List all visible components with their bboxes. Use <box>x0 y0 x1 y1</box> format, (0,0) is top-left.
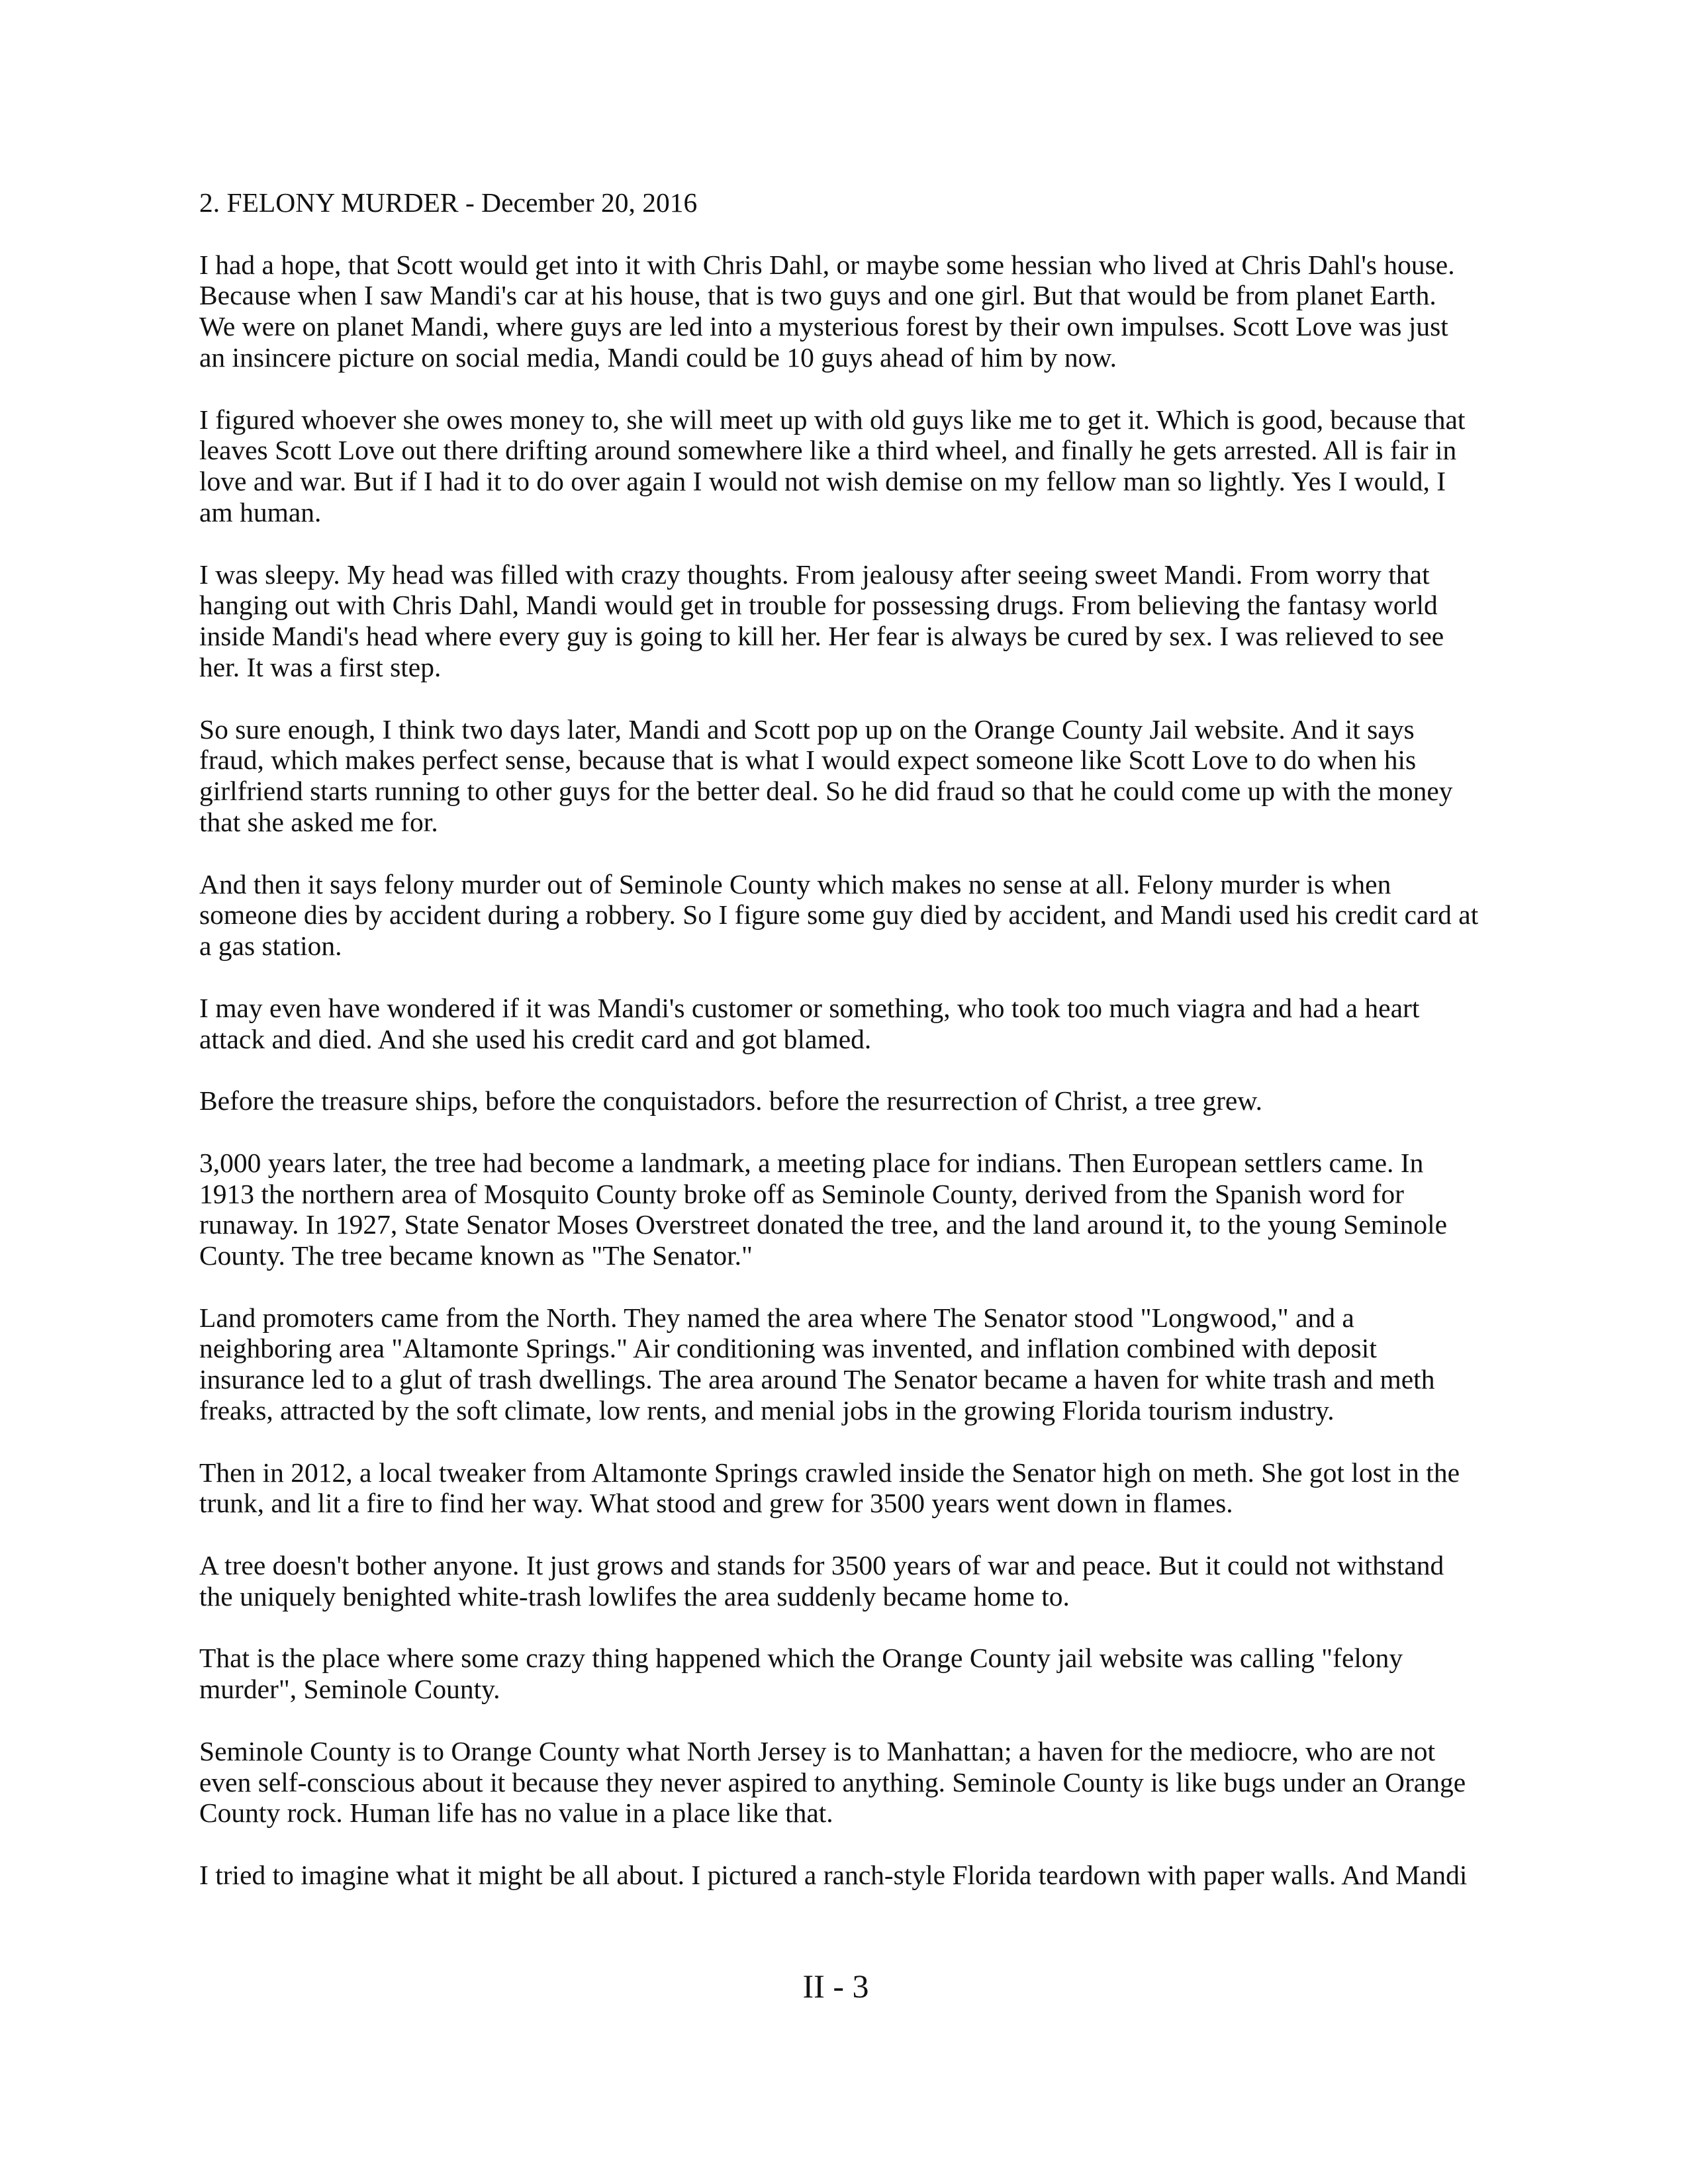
text-line: hanging out with Chris Dahl, Mandi would get in trouble for possessing drugs. From believing the fantasy world <box>199 590 1438 621</box>
paragraph-spacer <box>199 838 1478 869</box>
text-line: I was sleepy. My head was filled with crazy thoughts. From jealousy after seeing sweet Mandi. From worry that <box>199 559 1430 590</box>
paragraph-spacer <box>199 1116 1478 1148</box>
paragraph <box>199 250 1478 373</box>
paragraph <box>199 993 1478 1055</box>
text-line: her. It was a first step. <box>199 651 442 682</box>
text-line: that she asked me for. <box>199 806 438 837</box>
text-line: 1913 the northern area of Mosquito County broke off as Seminole County, derived from the Spanish word for <box>199 1178 1404 1209</box>
paragraph-spacer <box>199 218 1478 250</box>
paragraph <box>199 1643 1478 1705</box>
text-line: And then it says felony murder out of Seminole County which makes no sense at all. Felony murder is when <box>199 868 1391 899</box>
text-line: runaway. In 1927, State Senator Moses Overstreet donated the tree, and the land around it, to the young Seminole <box>199 1209 1448 1240</box>
paragraph-spacer <box>199 1519 1478 1550</box>
text-line: A tree doesn't bother anyone. It just grows and stands for 3500 years of war and peace. But it could not withstand <box>199 1550 1444 1581</box>
paragraph <box>199 1550 1478 1612</box>
text-line: I may even have wondered if it was Mandi's customer or something, who took too much viagra and had a heart <box>199 992 1420 1023</box>
text-line: am human. <box>199 496 322 527</box>
paragraphs <box>199 218 1478 1891</box>
paragraph-spacer <box>199 1705 1478 1736</box>
text-line: I tried to imagine what it might be all about. I pictured a ranch-style Florida teardown with paper walls. And Mandi <box>199 1860 1468 1891</box>
text-line: murder", Seminole County. <box>199 1674 500 1705</box>
paragraph <box>199 1736 1478 1829</box>
paragraph-spacer <box>199 1829 1478 1860</box>
text-line: inside Mandi's head where every guy is going to kill her. Her fear is always be cured by sex. I was relieved to see <box>199 621 1444 652</box>
text-line: love and war. But if I had it to do over again I would not wish demise on my fellow man so lightly. Yes I would, I <box>199 466 1446 497</box>
paragraph-spacer <box>199 373 1478 404</box>
text-line: That is the place where some crazy thing happened which the Orange County jail website was calling "felony <box>199 1643 1403 1674</box>
text-line: I figured whoever she owes money to, she will meet up with old guys like me to get it. Which is good, because that <box>199 404 1466 435</box>
text-line: trunk, and lit a fire to find her way. What stood and grew for 3500 years went down in flames. <box>199 1488 1233 1519</box>
paragraph <box>199 404 1478 528</box>
text-line: attack and died. And she used his credit card and got blamed. <box>199 1023 872 1054</box>
text-line: 3,000 years later, the tree had become a landmark, a meeting place for indians. Then European settlers came. In <box>199 1147 1424 1178</box>
text-line: Because when I saw Mandi's car at his house, that is two guys and one girl. But that would be from planet Earth. <box>199 280 1436 311</box>
text-line: We were on planet Mandi, where guys are led into a mysterious forest by their own impulses. Scott Love was just <box>199 311 1448 342</box>
text-line: neighboring area "Altamonte Springs." Air conditioning was invented, and inflation combined with deposit <box>199 1333 1377 1364</box>
paragraph-spacer <box>199 528 1478 559</box>
page-number: II - 3 <box>802 1968 869 2005</box>
document-body <box>199 187 1478 1891</box>
paragraph <box>199 869 1478 962</box>
paragraph <box>199 559 1478 683</box>
text-line: I had a hope, that Scott would get into it with Chris Dahl, or maybe some hessian who lived at Chris Dahl's house. <box>199 249 1455 280</box>
text-line: a gas station. <box>199 931 342 962</box>
text-line: County. The tree became known as "The Senator." <box>199 1240 753 1271</box>
text-line: Before the treasure ships, before the conquistadors. before the resurrection of Christ, a tree grew. <box>199 1085 1262 1116</box>
paragraph <box>199 1085 1478 1116</box>
text-line: fraud, which makes perfect sense, because that is what I would expect someone like Scott Love to do when his <box>199 745 1417 776</box>
text-line: So sure enough, I think two days later, Mandi and Scott pop up on the Orange County Jail website. And it says <box>199 713 1415 745</box>
paragraph-spacer <box>199 1271 1478 1302</box>
paragraph <box>199 1860 1478 1891</box>
text-line: someone dies by accident during a robbery. So I figure some guy died by accident, and Mandi used his credit card at <box>199 899 1479 931</box>
text-line: freaks, attracted by the soft climate, low rents, and menial jobs in the growing Florida tourism industry. <box>199 1395 1335 1426</box>
text-line: an insincere picture on social media, Mandi could be 10 guys ahead of him by now. <box>199 341 1117 373</box>
text-line: insurance led to a glut of trash dwellings. The area around The Senator became a haven for white trash and meth <box>199 1364 1435 1395</box>
paragraph <box>199 1148 1478 1271</box>
text-line: even self-conscious about it because they never aspired to anything. Seminole County is like bugs under an Orange <box>199 1766 1466 1797</box>
paragraph-spacer <box>199 1054 1478 1085</box>
text-line: Land promoters came from the North. They named the area where The Senator stood "Longwood," and a <box>199 1302 1354 1333</box>
text-line: Seminole County is to Orange County what North Jersey is to Manhattan; a haven for the mediocre, who are not <box>199 1735 1436 1766</box>
text-line: girlfriend starts running to other guys for the better deal. So he did fraud so that he could come up with the money <box>199 776 1453 807</box>
paragraph <box>199 714 1478 838</box>
paragraph-spacer <box>199 1426 1478 1457</box>
text-line: County rock. Human life has no value in a place like that. <box>199 1797 833 1829</box>
text-line: Then in 2012, a local tweaker from Altamonte Springs crawled inside the Senator high on meth. She got lost in the <box>199 1457 1460 1488</box>
paragraph-spacer <box>199 962 1478 993</box>
paragraph <box>199 1302 1478 1426</box>
section-heading: 2. FELONY MURDER - December 20, 2016 <box>199 187 698 218</box>
text-line: leaves Scott Love out there drifting around somewhere like a third wheel, and finally he gets arrested. All is fair in <box>199 435 1457 466</box>
paragraph-spacer <box>199 683 1478 714</box>
paragraph-spacer <box>199 1612 1478 1643</box>
paragraph <box>199 1457 1478 1520</box>
text-line: the uniquely benighted white-trash lowlifes the area suddenly became home to. <box>199 1580 1070 1612</box>
